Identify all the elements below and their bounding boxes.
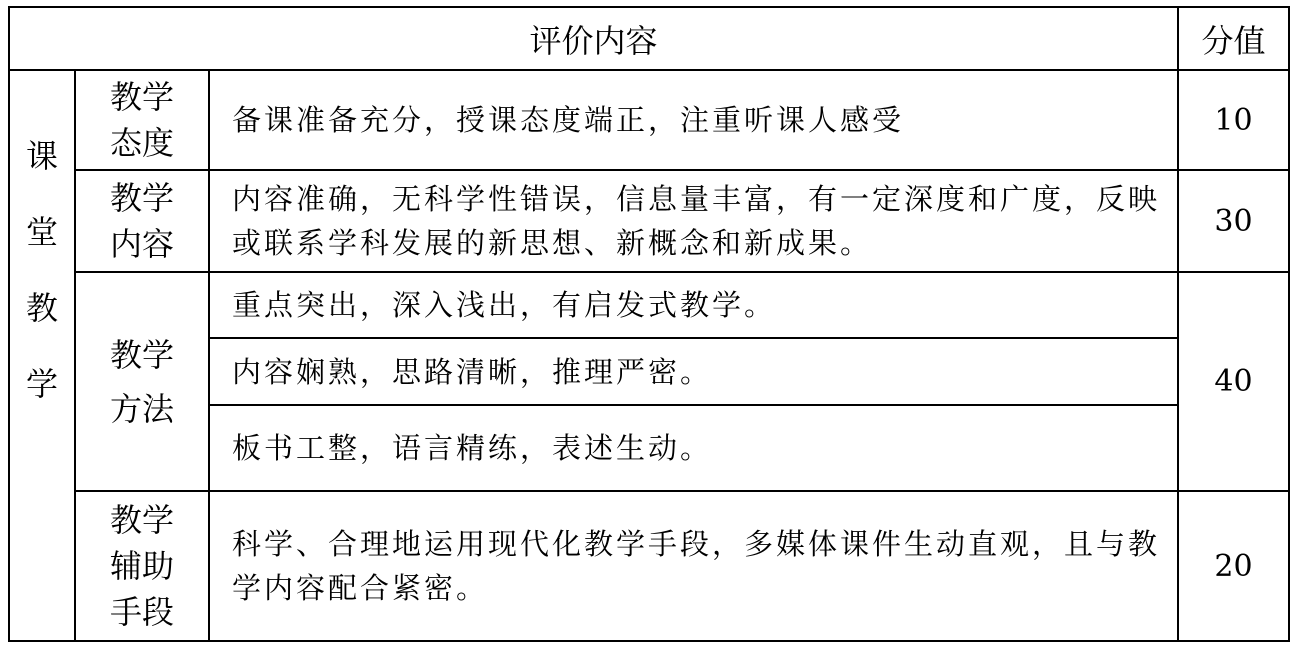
category-char: 学 — [25, 365, 58, 403]
criteria-content: 内容准确，无科学性错误，信息量丰富，有一定深度和广度，反映或联系学科发展的新思想、新概念和新成果。 — [232, 182, 1161, 260]
criteria-attitude: 备课准备充分，授课态度端正，注重听课人感受 — [232, 103, 905, 137]
criteria-method-1: 重点突出，深入浅出，有启发式教学。 — [232, 288, 777, 322]
criteria-aids: 科学、合理地运用现代化教学手段，多媒体课件生动直观，且与教学内容配合紧密。 — [232, 527, 1161, 605]
header-score-cell — [1179, 8, 1288, 69]
subcategory-attitude: 教学 态度 — [109, 78, 174, 162]
category-char: 课 — [25, 137, 58, 175]
subcategory-method: 教学 方法 — [109, 335, 174, 428]
header-content-label: 评价内容 — [529, 21, 658, 60]
header-content-cell — [10, 8, 1177, 69]
category-char: 教 — [25, 289, 58, 327]
subcategory-content: 教学 内容 — [109, 179, 174, 263]
subcategory-aids: 教学 辅助 手段 — [109, 501, 174, 631]
header-score-label: 分值 — [1201, 21, 1266, 60]
table-border-right — [1288, 6, 1290, 642]
score-content: 30 — [1214, 203, 1253, 239]
score-aids: 20 — [1214, 548, 1253, 584]
category-cell — [10, 130, 74, 410]
criteria-method-3: 板书工整，语言精练，表述生动。 — [232, 431, 713, 465]
score-attitude: 10 — [1214, 102, 1253, 138]
score-method: 40 — [1214, 364, 1253, 399]
criteria-method-2: 内容娴熟，思路清晰，推理严密。 — [232, 354, 713, 389]
table-border-bottom — [8, 640, 1290, 642]
category-char: 堂 — [25, 213, 58, 251]
